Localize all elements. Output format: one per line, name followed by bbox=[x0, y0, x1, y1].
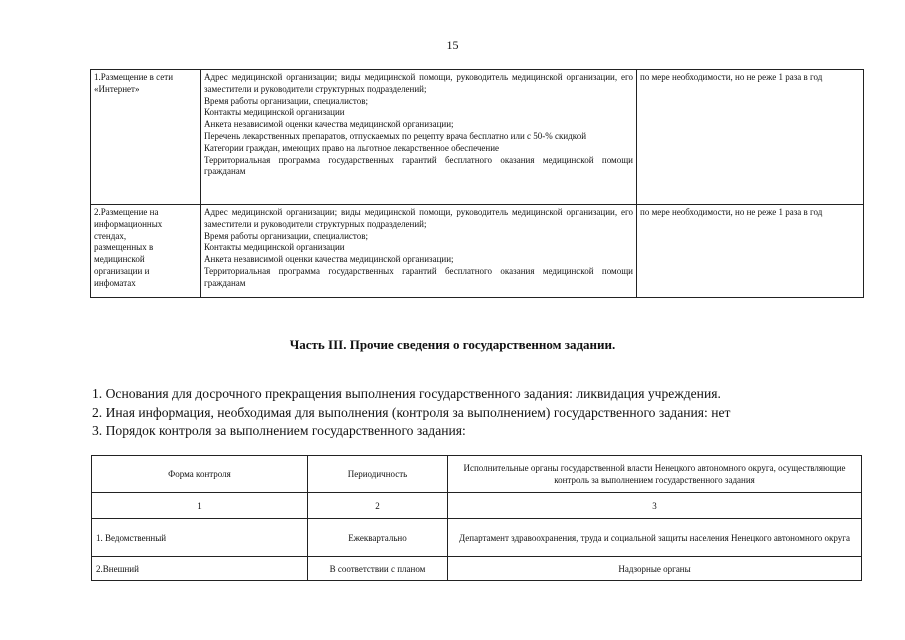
paragraph-other-info: 2. Иная информация, необходимая для выполнения (контроля за выполнением) государственного задания: нет bbox=[92, 405, 731, 420]
content-line: Время работы организации, специалистов; bbox=[204, 95, 368, 106]
header-control-form: Форма контроля bbox=[92, 456, 308, 493]
method-line: 1.Размещение в сети bbox=[94, 72, 174, 82]
method-line: размещенных в bbox=[94, 242, 154, 253]
method-line: «Интернет» bbox=[94, 83, 140, 94]
paragraph-control-procedure: 3. Порядок контроля за выполнением государственного задания: bbox=[92, 423, 466, 438]
column-number-row bbox=[92, 493, 862, 519]
method-line: организации и bbox=[94, 265, 150, 276]
method-line: медицинской bbox=[94, 254, 145, 265]
content-line: Анкета независимой оценки качества медицинской организации; bbox=[204, 119, 454, 130]
frequency-cell: по мере необходимости, но не реже 1 раза в год bbox=[637, 205, 864, 298]
table-row bbox=[91, 205, 864, 298]
content-line: Перечень лекарственных препаратов, отпускаемых по рецепту врача бесплатно или с 50-% скидкой bbox=[204, 130, 587, 141]
table-header-row bbox=[92, 456, 862, 493]
column-number: 1 bbox=[92, 493, 308, 519]
content-cell bbox=[201, 70, 637, 205]
content-line: Контакты медицинской организации bbox=[204, 107, 345, 118]
authority-cell: Департамент здравоохранения, труда и социальной защиты населения Ненецкого автономного округа bbox=[448, 519, 862, 557]
table-row bbox=[91, 70, 864, 205]
column-number: 3 bbox=[448, 493, 862, 519]
content-line: Контакты медицинской организации bbox=[204, 242, 345, 253]
method-line: инфоматах bbox=[94, 277, 136, 288]
column-number: 2 bbox=[308, 493, 448, 519]
method-line: информационных bbox=[94, 218, 163, 229]
method-line: 2.Размещение на bbox=[94, 207, 159, 217]
informing-table bbox=[90, 69, 864, 298]
content-line: Анкета независимой оценки качества медицинской организации; bbox=[204, 254, 454, 265]
content-line: Территориальная программа государственных гарантий бесплатного оказания медицинской помощи гражданам bbox=[204, 154, 633, 177]
method-cell bbox=[91, 205, 201, 298]
periodicity-cell: В соответствии с планом bbox=[308, 557, 448, 581]
part-title: Часть III. Прочие сведения о государственном задании. bbox=[289, 337, 616, 352]
periodicity-cell: Ежеквартально bbox=[308, 519, 448, 557]
method-cell bbox=[91, 70, 201, 205]
control-form-cell: 2.Внешний bbox=[92, 557, 308, 581]
frequency-cell: по мере необходимости, но не реже 1 раза в год bbox=[637, 70, 864, 205]
method-line: стендах, bbox=[94, 230, 127, 241]
content-cell bbox=[201, 205, 637, 298]
authority-cell: Надзорные органы bbox=[448, 557, 862, 581]
header-authorities: Исполнительные органы государственной власти Ненецкого автономного округа, осуществляющие контроль за выполнением государственного задания bbox=[448, 456, 862, 493]
header-periodicity: Периодичность bbox=[308, 456, 448, 493]
table-row bbox=[92, 557, 862, 581]
paragraph-termination-grounds: 1. Основания для досрочного прекращения выполнения государственного задания: ликвидация учреждения. bbox=[92, 386, 721, 401]
table-row bbox=[92, 519, 862, 557]
control-form-cell: 1. Ведомственный bbox=[92, 519, 308, 557]
content-line: Адрес медицинской организации; виды медицинской помощи, руководитель медицинской организации, его заместители и руководители структурных подразделений; bbox=[204, 72, 633, 94]
content-line: Территориальная программа государственных гарантий бесплатного оказания медицинской помощи гражданам bbox=[204, 265, 633, 288]
content-line: Категории граждан, имеющих право на льготное лекарственное обеспечение bbox=[204, 142, 500, 153]
control-table bbox=[91, 455, 862, 581]
content-line: Время работы организации, специалистов; bbox=[204, 230, 368, 241]
page-number: 15 bbox=[446, 38, 459, 52]
content-line: Адрес медицинской организации; виды медицинской помощи, руководитель медицинской организации, его заместители и руководители структурных подразделений; bbox=[204, 207, 633, 229]
